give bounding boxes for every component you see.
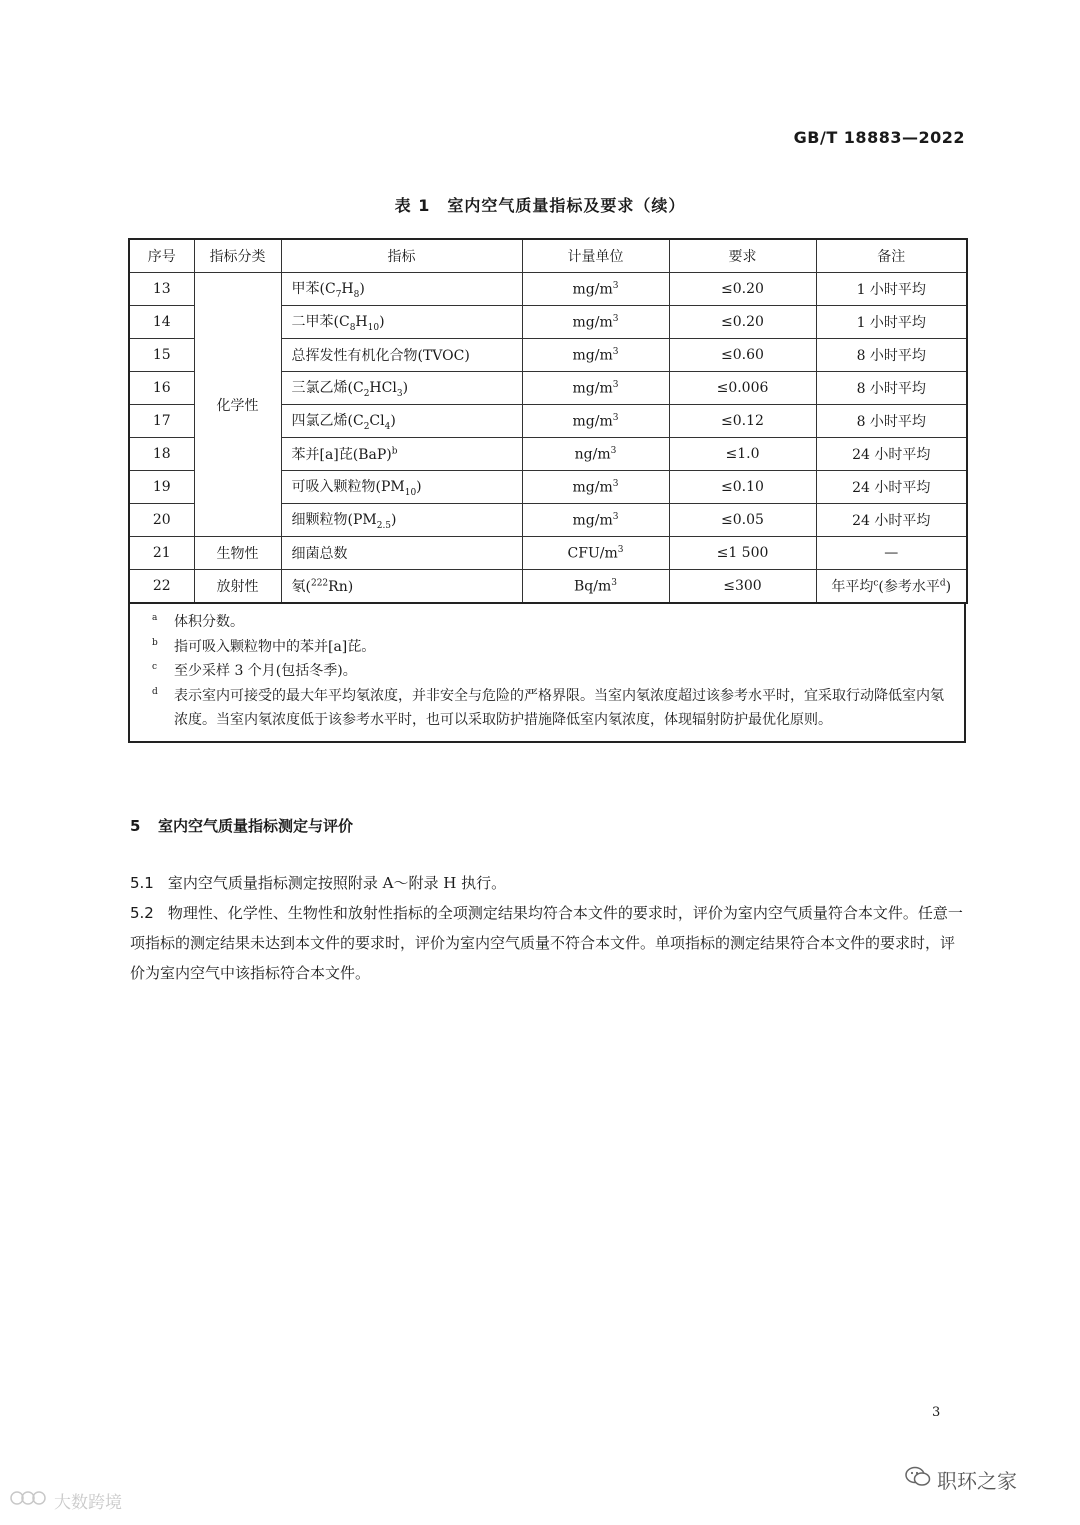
note-text: 表示室内可接受的最大年平均氡浓度，并非安全与危险的严格界限。当室内氡浓度超过该参考水平时，宜采取行动降低室内氡浓度。当室内氡浓度低于该参考水平时，也可以采取防护措施降低室内氡浓度，体现辐射防护最优化原则。	[174, 687, 944, 728]
unit-superscript: 3	[612, 313, 619, 324]
indicator-text: H	[341, 281, 354, 298]
row-number: 16	[129, 372, 194, 405]
watermark-left	[10, 1488, 122, 1513]
row-number: 13	[129, 273, 194, 306]
indicator-subscript: 4	[384, 421, 391, 432]
indicator-cell	[281, 438, 522, 471]
unit-cell	[522, 405, 669, 438]
requirement-cell: ≤0.20	[669, 306, 816, 339]
column-header: 指标	[281, 239, 522, 273]
category-cell: 生物性	[194, 537, 281, 570]
table-notes	[128, 604, 966, 743]
watermark-right	[905, 1465, 1017, 1494]
indicator-text: 细颗粒物(PM	[291, 512, 377, 529]
table-header-row	[129, 239, 967, 273]
indicator-cell	[281, 504, 522, 537]
indicator-cell	[281, 372, 522, 405]
indicator-text: )	[402, 380, 409, 397]
clause-number: 5.2	[130, 904, 154, 922]
indicator-subscript: 7	[335, 289, 342, 300]
unit-cell	[522, 504, 669, 537]
unit-superscript: 3	[612, 478, 619, 489]
indicator-text: 苯并[a]芘(BaP)	[291, 447, 392, 463]
remark-cell: 24 小时平均	[816, 504, 967, 537]
remark-cell: 8 小时平均	[816, 372, 967, 405]
column-header: 序号	[129, 239, 194, 273]
indicator-text: Cl	[369, 413, 385, 430]
unit-text: ng/m	[574, 446, 611, 463]
indicator-text: H	[355, 314, 368, 331]
unit-text: mg/m	[572, 512, 613, 529]
category-cell: 化学性	[194, 273, 281, 537]
indicator-text: )	[390, 413, 396, 430]
remark-cell	[816, 570, 967, 604]
indicator-subscript: 2.5	[376, 520, 392, 531]
remark-cell: 1 小时平均	[816, 306, 967, 339]
isotope-superscript: 222	[310, 578, 329, 589]
unit-cell	[522, 570, 669, 604]
unit-superscript: 3	[612, 412, 619, 423]
unit-superscript: 3	[612, 280, 619, 291]
requirement-cell: ≤0.12	[669, 405, 816, 438]
indicator-text: )	[379, 314, 385, 331]
note-mark: d	[152, 686, 158, 697]
row-number: 18	[129, 438, 194, 471]
remark-cell: 8 小时平均	[816, 405, 967, 438]
requirement-cell: ≤0.10	[669, 471, 816, 504]
row-number: 14	[129, 306, 194, 339]
column-header: 要求	[669, 239, 816, 273]
remark-text: (参考水平	[878, 579, 940, 595]
remark-text: )	[945, 579, 952, 595]
unit-superscript: 3	[617, 544, 624, 555]
note-mark: c	[152, 662, 158, 672]
clause-number: 5.1	[130, 874, 154, 892]
unit-cell	[522, 438, 669, 471]
note-text: 指可吸入颗粒物中的苯并[a]芘。	[174, 638, 376, 655]
note-mark: b	[152, 637, 158, 648]
wechat-icon	[905, 1466, 931, 1493]
indicator-text: 甲苯(C	[291, 281, 336, 298]
unit-text: mg/m	[572, 314, 613, 331]
remark-cell: 24 小时平均	[816, 438, 967, 471]
unit-text: mg/m	[572, 347, 613, 364]
note-text: 体积分数。	[174, 614, 244, 630]
indicator-text: )	[359, 281, 365, 298]
remark-note-mark: c	[873, 578, 879, 589]
section-title: 室内空气质量指标测定与评价	[158, 817, 354, 835]
note-text: 至少采样 3 个月(包括冬季)。	[174, 663, 357, 679]
note-mark: a	[152, 613, 158, 623]
indicator-text: Rn)	[328, 579, 354, 595]
indicator-subscript: 10	[404, 487, 417, 498]
clause-text: 物理性、化学性、生物性和放射性指标的全项测定结果均符合本文件的要求时，评价为室内空气质量符合本文件。任意一项指标的测定结果未达到本文件的要求时，评价为室内空气质量不符合本文件。单项指标的测定结果符合本文件的要求时，评价为室内空气中该指标符合本文件。	[130, 904, 963, 982]
row-number: 19	[129, 471, 194, 504]
unit-cell	[522, 273, 669, 306]
table-row	[129, 570, 967, 604]
clause-5-1	[130, 868, 966, 898]
unit-superscript: 3	[612, 379, 619, 390]
unit-text: mg/m	[572, 281, 613, 298]
table-title: 表 1 室内空气质量指标及要求（续）	[394, 196, 686, 215]
indicator-text: 二甲苯(C	[291, 314, 350, 331]
indicator-text: 三氯乙烯(C	[291, 380, 364, 397]
requirement-cell: ≤0.20	[669, 273, 816, 306]
unit-text: Bq/m	[574, 578, 612, 595]
indicator-cell	[281, 306, 522, 339]
row-number: 17	[129, 405, 194, 438]
unit-cell	[522, 339, 669, 372]
column-header: 指标分类	[194, 239, 281, 273]
requirement-cell: ≤1.0	[669, 438, 816, 471]
indicator-subscript: 8	[353, 289, 360, 300]
watermark-logo-icon	[10, 1488, 50, 1513]
indicator-subscript: 3	[396, 388, 403, 399]
unit-superscript: 3	[611, 577, 617, 588]
row-number: 21	[129, 537, 194, 570]
unit-superscript: 3	[612, 346, 619, 357]
table-note	[152, 659, 950, 684]
table-row	[129, 537, 967, 570]
column-header: 计量单位	[522, 239, 669, 273]
unit-text: CFU/m	[567, 545, 618, 562]
unit-cell	[522, 537, 669, 570]
watermark-right-text: 职环之家	[937, 1469, 1017, 1493]
indicator-text: 可吸入颗粒物(PM	[291, 479, 405, 496]
row-number: 15	[129, 339, 194, 372]
requirement-cell: ≤0.006	[669, 372, 816, 405]
indicator-text: )	[391, 512, 397, 529]
indoor-air-quality-table	[128, 238, 966, 743]
column-header: 备注	[816, 239, 967, 273]
requirement-cell: ≤0.60	[669, 339, 816, 372]
table-row	[129, 273, 967, 306]
indicator-note-mark: b	[391, 446, 398, 457]
unit-text: mg/m	[572, 413, 613, 430]
clause-5-2	[130, 898, 966, 988]
indicator-text: 氡(	[291, 579, 311, 595]
indicator-text: HCl	[369, 380, 397, 397]
section-number: 5	[130, 817, 141, 835]
remark-cell: 24 小时平均	[816, 471, 967, 504]
remark-cell: 1 小时平均	[816, 273, 967, 306]
unit-cell	[522, 471, 669, 504]
unit-cell	[522, 372, 669, 405]
table-note	[152, 610, 950, 635]
indicator-text: )	[416, 479, 422, 496]
unit-superscript: 3	[610, 445, 617, 456]
indicator-cell	[281, 570, 522, 604]
indicator-subscript: 8	[349, 322, 356, 333]
unit-text: mg/m	[572, 380, 613, 397]
unit-cell	[522, 306, 669, 339]
clause-text: 室内空气质量指标测定按照附录 A～附录 H 执行。	[167, 874, 507, 892]
indicator-cell	[281, 405, 522, 438]
standard-code: GB/T 18883—2022	[793, 128, 965, 147]
indicator-text: 总挥发性有机化合物(TVOC)	[291, 348, 470, 364]
indicator-subscript: 10	[367, 322, 380, 333]
row-number: 22	[129, 570, 194, 604]
page-number: 3	[932, 1405, 941, 1420]
requirement-cell: ≤300	[669, 570, 816, 604]
remark-note-mark: d	[939, 578, 946, 589]
category-cell: 放射性	[194, 570, 281, 604]
row-number: 20	[129, 504, 194, 537]
table-note	[152, 684, 950, 733]
remark-cell: 8 小时平均	[816, 339, 967, 372]
indicator-cell	[281, 273, 522, 306]
remark-cell: —	[816, 537, 967, 570]
indicator-subscript: 2	[363, 388, 370, 399]
unit-text: mg/m	[572, 479, 613, 496]
indicator-cell	[281, 471, 522, 504]
indicator-subscript: 2	[363, 421, 370, 432]
indicator-cell	[281, 339, 522, 372]
unit-superscript: 3	[612, 511, 619, 522]
table-note	[152, 635, 950, 660]
requirement-cell: ≤1 500	[669, 537, 816, 570]
requirement-cell: ≤0.05	[669, 504, 816, 537]
section-heading	[130, 815, 353, 836]
indicator-text: 四氯乙烯(C	[291, 413, 364, 430]
indicator-cell: 细菌总数	[281, 537, 522, 570]
watermark-left-text: 大数跨境	[54, 1493, 122, 1513]
remark-text: 年平均	[831, 579, 874, 595]
